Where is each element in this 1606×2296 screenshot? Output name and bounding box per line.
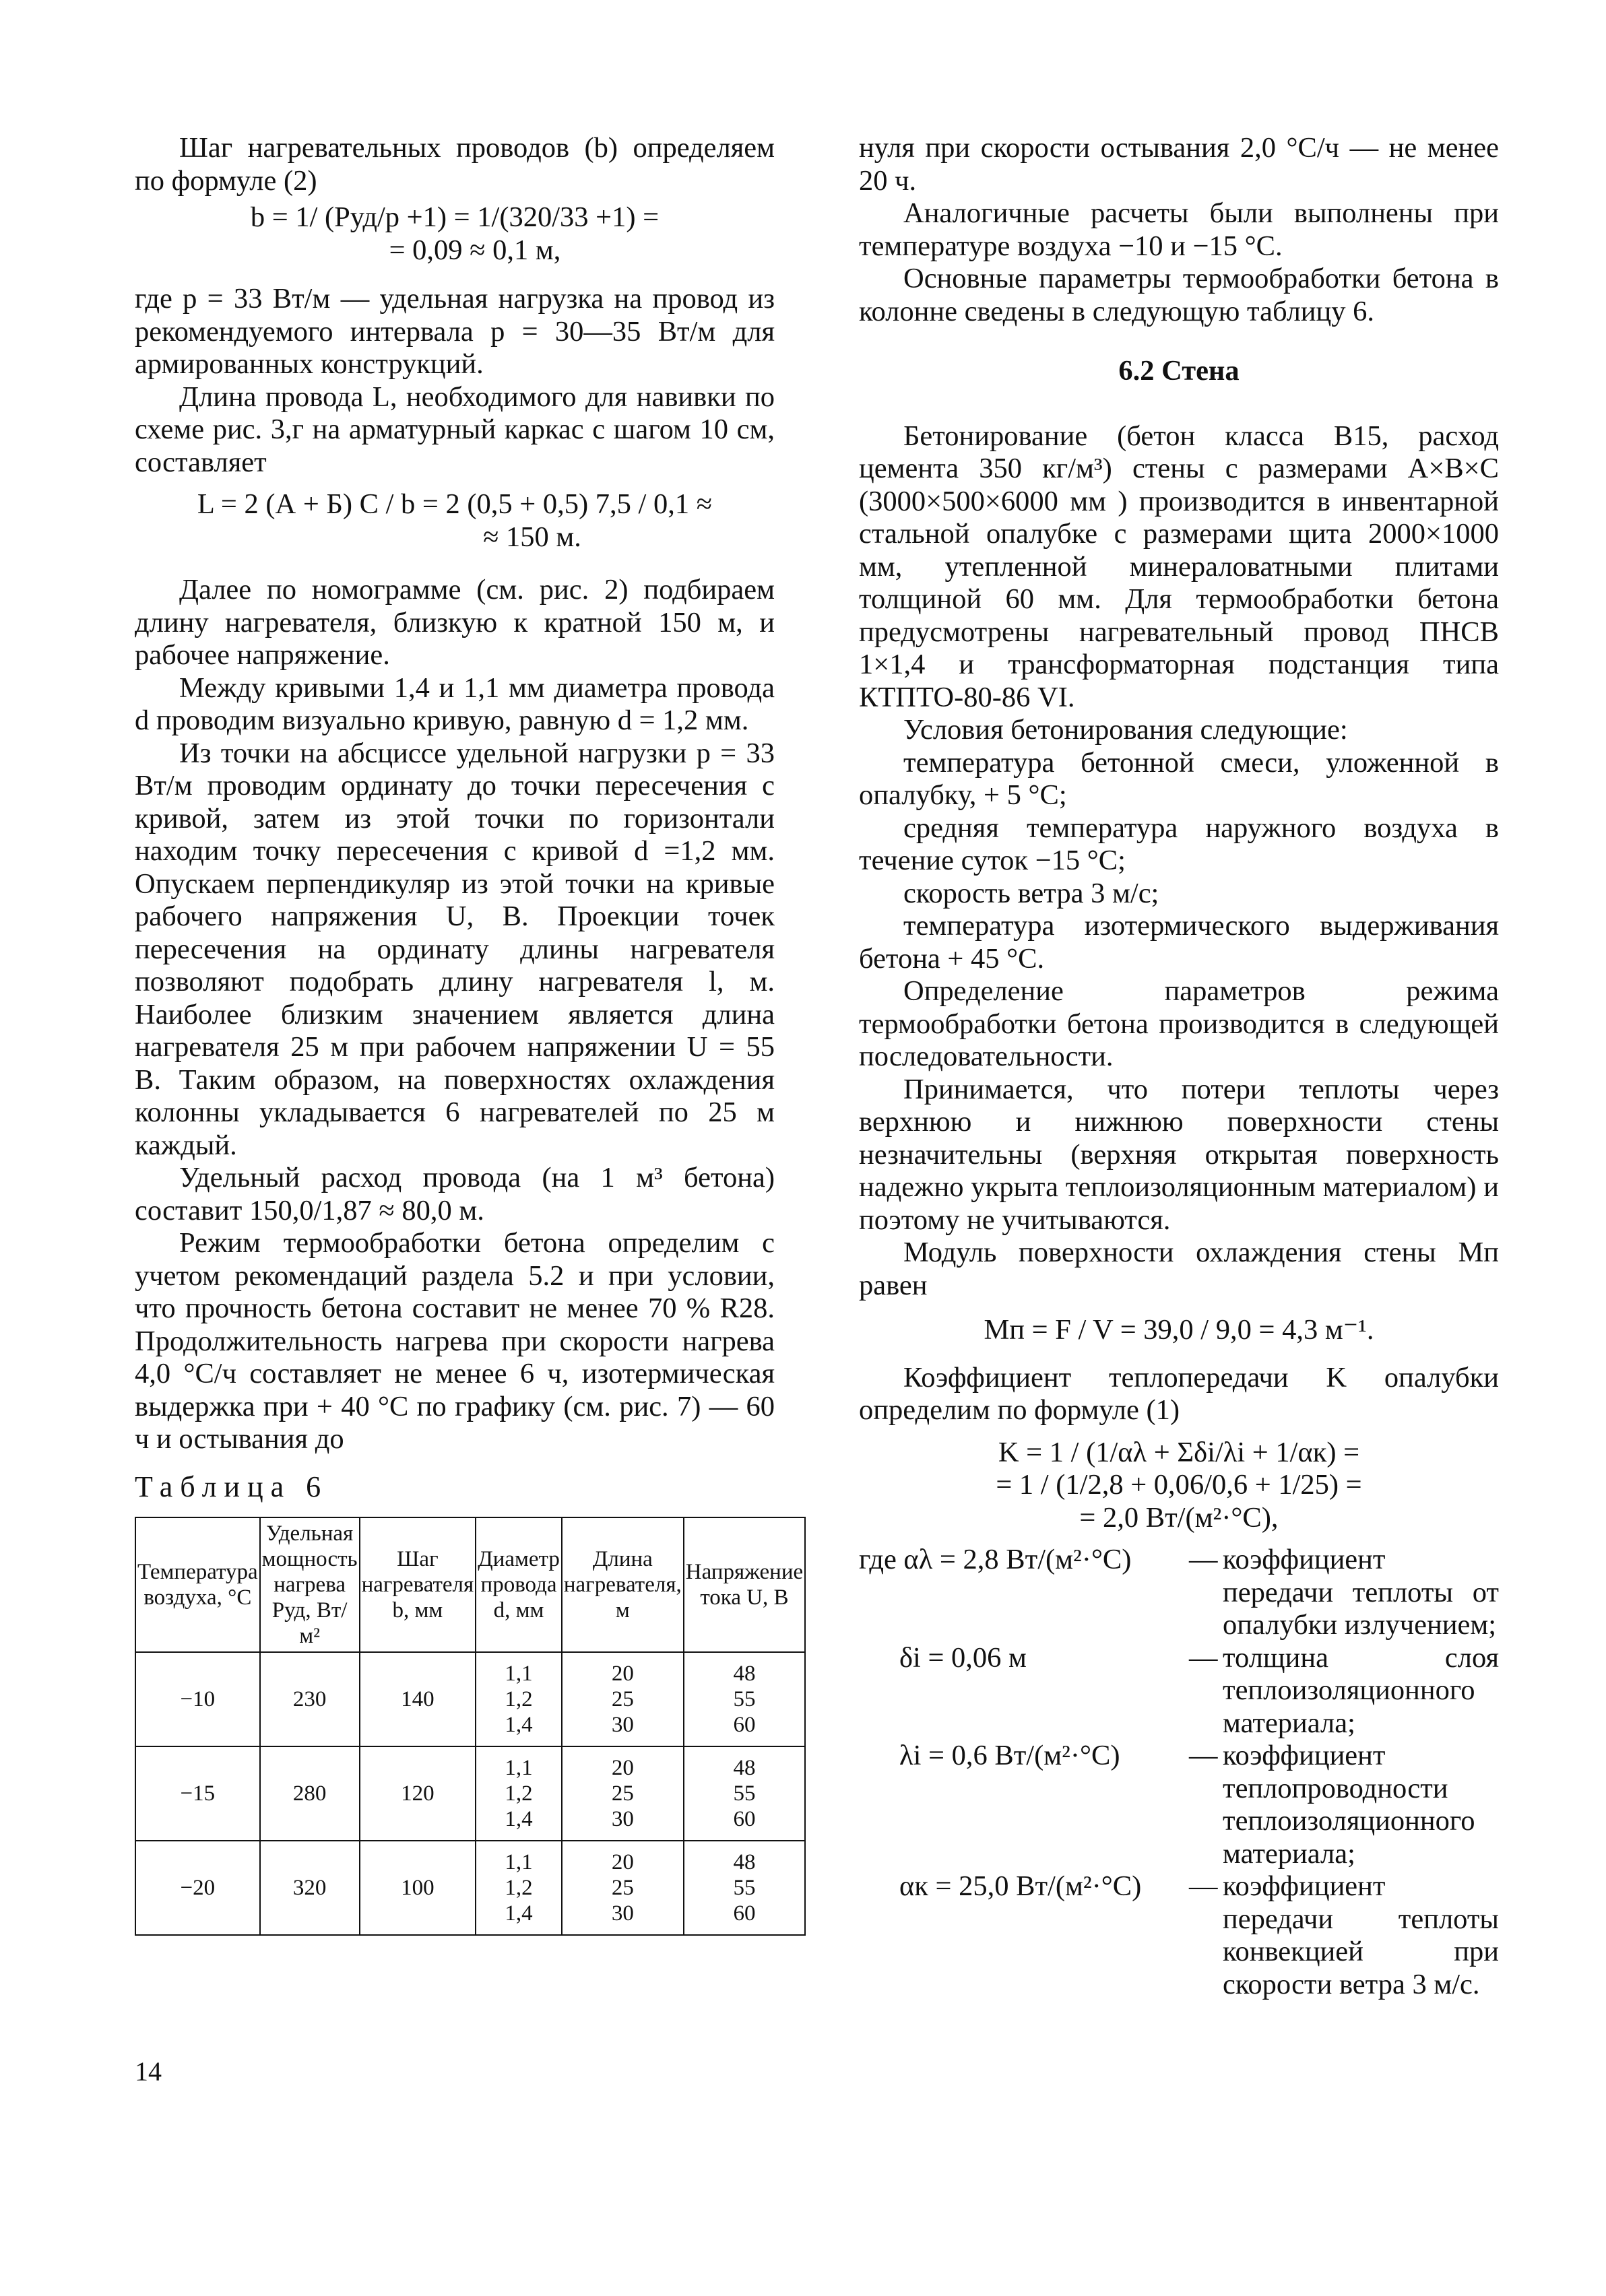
paragraph: температура бетонной смеси, уложенной в опалубку, + 5 °С; bbox=[859, 746, 1499, 811]
paragraph: Далее по номограмме (см. рис. 2) подбираем длину нагревателя, близкую к кратной 150 м, и рабочее напряжение. bbox=[135, 574, 775, 671]
paragraph: где p = 33 Вт/м — удельная нагрузка на провод из рекомендуемого интервала p = 30—35 Вт/м для армированных конструкций. bbox=[135, 283, 775, 380]
table-row bbox=[135, 1841, 805, 1935]
header-cell: Напряжение тока U, В bbox=[684, 1517, 805, 1652]
header-cell: Диаметр провода d, мм bbox=[476, 1517, 562, 1652]
section-heading: 6.2 Стена bbox=[1118, 355, 1240, 387]
cell-diam: 1,1 1,2 1,4 bbox=[476, 1652, 562, 1746]
formula-line: b = 1/ (Pуд/p +1) = 1/(320/33 +1) = bbox=[250, 201, 660, 233]
formula-l bbox=[135, 488, 775, 554]
paragraph: Основные параметры термообработки бетона в колонне сведены в следующую таблицу 6. bbox=[859, 263, 1499, 327]
paragraph: Модуль поверхности охлаждения стены Mп равен bbox=[859, 1237, 1499, 1301]
paragraph: скорость ветра 3 м/с; bbox=[903, 877, 1159, 909]
definition-row bbox=[859, 1870, 1499, 2001]
paragraph: Принимается, что потери теплоты через верхнюю и нижнюю поверхности стены незначительны (верхняя открытая поверхность надежно укрыта теплоизоляционным материалом) и поэтому не учитываются. bbox=[859, 1073, 1499, 1236]
cell-length: 20 25 30 bbox=[562, 1652, 684, 1746]
paragraph: нуля при скорости остывания 2,0 °С/ч — не менее 20 ч. bbox=[859, 132, 1499, 197]
table-caption: Таблица 6 bbox=[135, 1470, 329, 1503]
definition-term: где αλ = 2,8 Вт/(м²·°С) bbox=[859, 1544, 1132, 1575]
left-column bbox=[135, 132, 804, 1936]
definition-text: коэффициент передачи теплоты конвекцией при скорости ветра 3 м/с. bbox=[1223, 1870, 1499, 2000]
cell-step: 100 bbox=[360, 1841, 476, 1935]
paragraph: Шаг нагревательных проводов (b) определяем по формуле (2) bbox=[135, 132, 775, 197]
definition-dash: — bbox=[1189, 1544, 1218, 1575]
table-row bbox=[135, 1652, 805, 1746]
cell-voltage: 48 55 60 bbox=[684, 1841, 805, 1935]
paragraph: Коэффициент теплопередачи K опалубки определим по формуле (1) bbox=[859, 1361, 1499, 1426]
paragraph: Бетонирование (бетон класса В15, расход цемента 350 кг/м³) стены с размерами А×В×С (3000×500×6000 мм ) производится в инвентарной стальной опалубке с размерами щита 2000×1000 мм, утепленной минераловатными плитами толщиной 60 мм. Для термообработки бетона предусмотрены нагревательный провод ПНСВ 1×1,4 и трансформаторная подстанция типа КТПТО-80-86 VI. bbox=[859, 420, 1499, 713]
formula-mp: Mп = F / V = 39,0 / 9,0 = 4,3 м⁻¹. bbox=[984, 1314, 1374, 1346]
page-number: 14 bbox=[135, 2056, 162, 2087]
formula-line: = 1 / (1/2,8 + 0,06/0,6 + 1/25) = bbox=[996, 1469, 1362, 1501]
paragraph: Условия бетонирования следующие: bbox=[903, 714, 1348, 746]
header-cell: Длина нагревателя, м bbox=[562, 1517, 684, 1652]
definition-term: αк = 25,0 Вт/(м²·°С) bbox=[899, 1870, 1142, 1902]
definition-row bbox=[859, 1544, 1499, 1642]
definition-text: коэффициент передачи теплоты от опалубки излучением; bbox=[1223, 1544, 1499, 1641]
definition-text: толщина слоя теплоизоляционного материала; bbox=[1223, 1641, 1499, 1739]
definitions-list bbox=[859, 1544, 1499, 2001]
cell-power: 230 bbox=[260, 1652, 360, 1746]
cell-power: 280 bbox=[260, 1746, 360, 1841]
cell-temp: −10 bbox=[135, 1652, 260, 1746]
paragraph: Удельный расход провода (на 1 м³ бетона) составит 150,0/1,87 ≈ 80,0 м. bbox=[135, 1162, 775, 1226]
paragraph: Между кривыми 1,4 и 1,1 мм диаметра провода d проводим визуально кривую, равную d = 1,2 мм. bbox=[135, 671, 775, 736]
right-column bbox=[859, 132, 1499, 2001]
definition-term: δi = 0,06 м bbox=[899, 1641, 1027, 1674]
formula-line: L = 2 (А + Б) С / b = 2 (0,5 + 0,5) 7,5 / 0,1 ≈ bbox=[197, 488, 713, 520]
definition-term: λi = 0,6 Вт/(м²·°С) bbox=[899, 1740, 1120, 1771]
cell-diam: 1,1 1,2 1,4 bbox=[476, 1746, 562, 1841]
formula-line: = 2,0 Вт/(м²·°С), bbox=[1079, 1501, 1279, 1534]
table-row bbox=[135, 1746, 805, 1841]
paragraph: средняя температура наружного воздуха в течение суток −15 °С; bbox=[859, 812, 1499, 876]
definition-row bbox=[859, 1642, 1499, 1740]
paragraph: Длина провода L, необходимого для навивки по схеме рис. 3,г на арматурный каркас с шагом 10 см, составляет bbox=[135, 381, 775, 478]
formula-line: ≈ 150 м. bbox=[483, 521, 581, 553]
cell-temp: −20 bbox=[135, 1841, 260, 1935]
paragraph: Аналогичные расчеты были выполнены при температуре воздуха −10 и −15 °С. bbox=[859, 197, 1499, 262]
table-header-row bbox=[135, 1517, 805, 1652]
cell-step: 140 bbox=[360, 1652, 476, 1746]
definition-dash: — bbox=[1189, 1740, 1218, 1771]
paragraph: Режим термообработки бетона определим с учетом рекомендаций раздела 5.2 и при условии, что прочность бетона составит не менее 70 % R28. Продолжительность нагрева при скорости нагрева 4,0 °С/ч составляет не менее 6 ч, изотермическая выдержка при + 40 °С по графику (см. рис. 7) — 60 ч и остывания до bbox=[135, 1227, 775, 1455]
cell-step: 120 bbox=[360, 1746, 476, 1841]
cell-length: 20 25 30 bbox=[562, 1746, 684, 1841]
header-cell: Удельная мощность нагрева Pуд, Вт/м² bbox=[260, 1517, 360, 1652]
formula-b bbox=[135, 201, 775, 267]
formula-line: = 0,09 ≈ 0,1 м, bbox=[389, 234, 561, 266]
cell-voltage: 48 55 60 bbox=[684, 1652, 805, 1746]
header-cell: Шаг нагревателя b, мм bbox=[360, 1517, 476, 1652]
definition-dash: — bbox=[1189, 1870, 1218, 1902]
cell-length: 20 25 30 bbox=[562, 1841, 684, 1935]
definition-text: коэффициент теплопроводности теплоизоляционного материала; bbox=[1223, 1740, 1475, 1870]
formula-line: K = 1 / (1/αλ + Σδi/λi + 1/αк) = bbox=[998, 1436, 1360, 1468]
cell-voltage: 48 55 60 bbox=[684, 1746, 805, 1841]
formula-k bbox=[859, 1437, 1499, 1535]
cell-power: 320 bbox=[260, 1841, 360, 1935]
cell-diam: 1,1 1,2 1,4 bbox=[476, 1841, 562, 1935]
paragraph: температура изотермического выдерживания бетона + 45 °С. bbox=[859, 910, 1499, 975]
paragraph: Определение параметров режима термообработки бетона производится в следующей последовательности. bbox=[859, 975, 1499, 1072]
definition-row bbox=[859, 1740, 1499, 1870]
header-cell: Температура воздуха, °С bbox=[135, 1517, 260, 1652]
cell-temp: −15 bbox=[135, 1746, 260, 1841]
table-6 bbox=[135, 1517, 806, 1936]
definition-dash: — bbox=[1189, 1641, 1218, 1674]
paragraph: Из точки на абсциссе удельной нагрузки p = 33 Вт/м проводим ординату до точки пересечения с кривой, затем из этой точки по горизонтали находим точку пересечения с кривой d =1,2 мм. Опускаем перпендикуляр из этой точки на кривые рабочего напряжения U, В. Проекции точек пересечения на ординату длины нагревателя позволяют подобрать длину нагревателя l, м. Наиболее близким значением является длина нагревателя 25 м при рабочем напряжении U = 55 В. Таким образом, на поверхностях охлаждения колонны укладывается 6 нагревателей по 25 м каждый. bbox=[135, 737, 775, 1161]
